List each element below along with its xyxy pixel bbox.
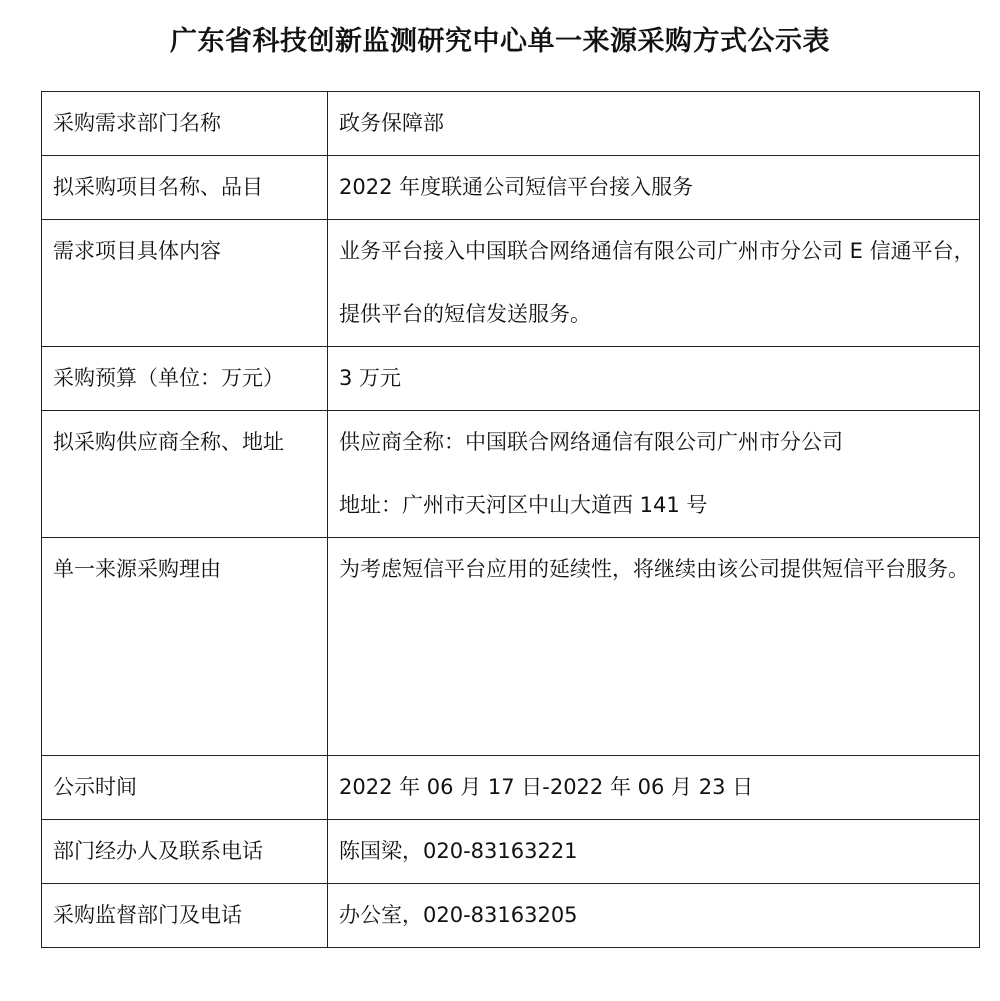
project-name-label: 拟采购项目名称、品目 — [53, 175, 263, 199]
requirement-content-value: 业务平台接入中国联合网络通信有限公司广州市分公司 E 信通平台，提供平台的短信发送服务。 — [339, 239, 975, 326]
table-row — [42, 756, 980, 820]
row-value — [328, 92, 980, 156]
row-label — [42, 220, 328, 347]
row-label — [42, 756, 328, 820]
publicity-period-value: 2022 年 06 月 17 日-2022 年 06 月 23 日 — [339, 775, 754, 799]
table-row — [42, 884, 980, 948]
budget-label: 采购预算（单位：万元） — [53, 366, 284, 390]
row-label — [42, 884, 328, 948]
row-label — [42, 411, 328, 538]
publicity-period-label: 公示时间 — [53, 775, 137, 799]
table-row — [42, 156, 980, 220]
row-value — [328, 347, 980, 411]
row-value — [328, 220, 980, 347]
row-value — [328, 820, 980, 884]
row-value — [328, 756, 980, 820]
row-value — [328, 411, 980, 538]
row-label — [42, 820, 328, 884]
row-value — [328, 156, 980, 220]
single-source-reason-label: 单一来源采购理由 — [53, 557, 221, 581]
table-row — [42, 411, 980, 538]
requirement-content-label: 需求项目具体内容 — [53, 239, 221, 263]
row-value — [328, 884, 980, 948]
single-source-reason-value: 为考虑短信平台应用的延续性，将继续由该公司提供短信平台服务。 — [339, 557, 969, 581]
supervision-department-label: 采购监督部门及电话 — [53, 903, 242, 927]
supplier-value: 供应商全称：中国联合网络通信有限公司广州市分公司 地址：广州市天河区中山大道西 141 号 — [339, 430, 843, 517]
table-row — [42, 820, 980, 884]
department-value: 政务保障部 — [339, 111, 444, 135]
supervision-department-value: 办公室，020-83163205 — [339, 903, 578, 927]
department-label: 采购需求部门名称 — [53, 111, 221, 135]
contact-person-value: 陈国梁，020-83163221 — [339, 839, 578, 863]
supplier-label: 拟采购供应商全称、地址 — [53, 430, 284, 454]
row-label — [42, 156, 328, 220]
table-row — [42, 92, 980, 156]
procurement-table — [41, 91, 980, 948]
project-name-value: 2022 年度联通公司短信平台接入服务 — [339, 175, 694, 199]
table-row — [42, 538, 980, 756]
contact-person-label: 部门经办人及联系电话 — [53, 839, 263, 863]
table-row — [42, 347, 980, 411]
document-title: 广东省科技创新监测研究中心单一来源采购方式公示表 — [170, 26, 830, 57]
table-row — [42, 220, 980, 347]
row-label — [42, 347, 328, 411]
row-label — [42, 538, 328, 756]
row-value — [328, 538, 980, 756]
budget-value: 3 万元 — [339, 366, 402, 390]
row-label — [42, 92, 328, 156]
